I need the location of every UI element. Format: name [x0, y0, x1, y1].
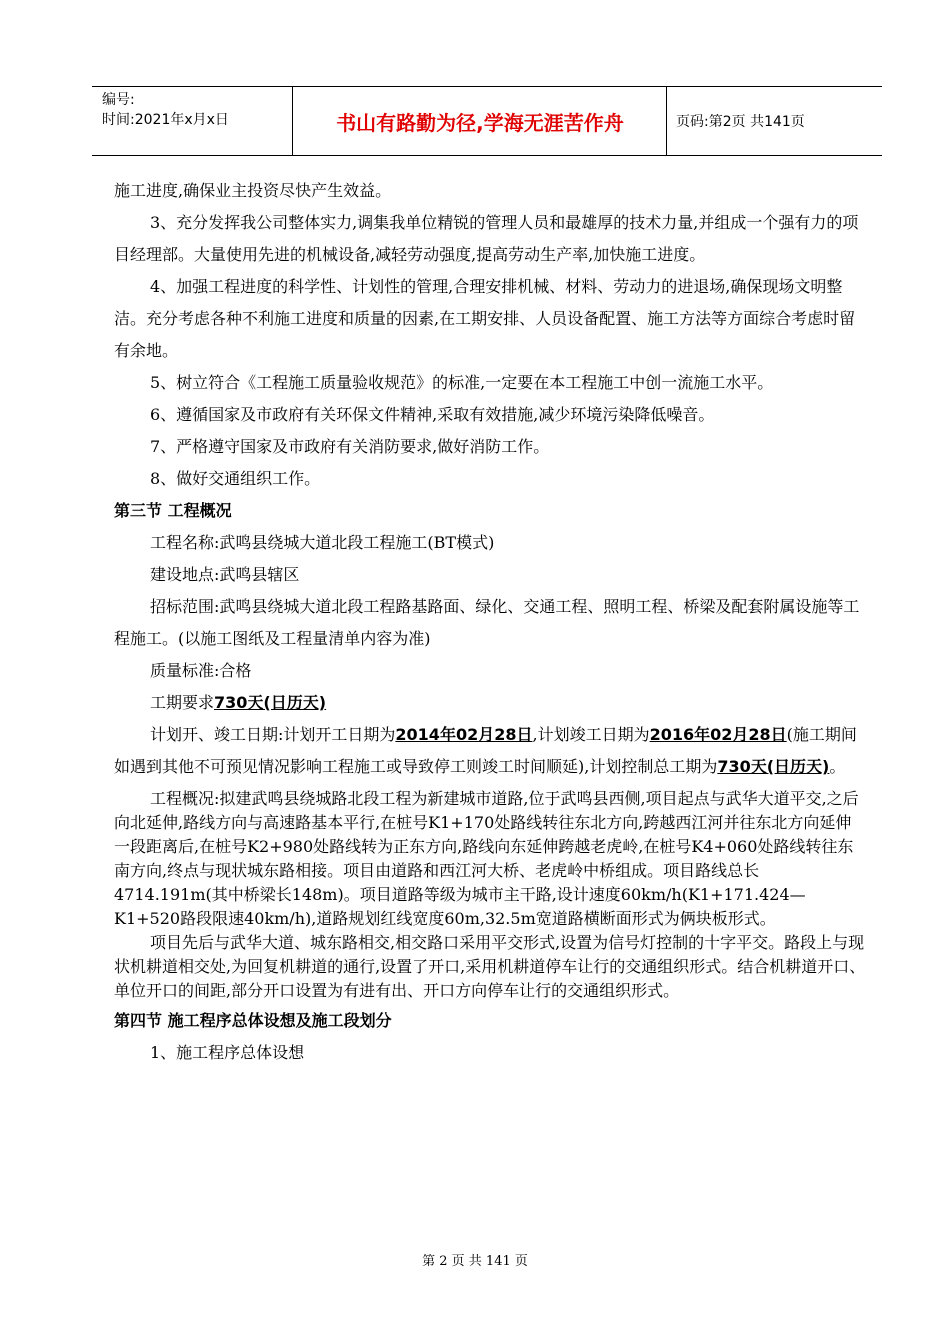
period-requirement	[114, 687, 866, 719]
header-meta	[102, 90, 229, 130]
header-page-number: 页码:第2页 共141页	[676, 114, 805, 130]
page-footer: 第 2 页 共 141 页	[422, 1254, 528, 1269]
page-header	[92, 86, 882, 156]
paragraph: 3、充分发挥我公司整体实力,调集我单位精锐的管理人员和最雄厚的技术力量,并组成一个强有力的项目经理部。大量使用先进的机械设备,减轻劳动强度,提高劳动生产率,加快施工进度。	[114, 213, 859, 264]
paragraph: 5、树立符合《工程施工质量验收规范》的标准,一定要在本工程施工中创一流施工水平。	[150, 373, 774, 392]
total-duration: 730天(日历天)	[717, 757, 830, 776]
list-item: 1、施工程序总体设想	[150, 1043, 305, 1062]
start-date: 2014年02月28日	[395, 725, 533, 744]
period-value: 730天(日历天)	[214, 693, 327, 712]
project-scope: 招标范围:武鸣县绕城大道北段工程路基路面、绿化、交通工程、照明工程、桥梁及配套附属设施等工程施工。(以施工图纸及工程量清单内容为准)	[114, 597, 860, 648]
paragraph: 8、做好交通组织工作。	[150, 469, 321, 488]
paragraph: 施工进度,确保业主投资尽快产生效益。	[114, 181, 392, 200]
header-divider	[292, 87, 293, 155]
end-date: 2016年02月28日	[649, 725, 787, 744]
overview-paragraph: 工程概况:拟建武鸣县绕城路北段工程为新建城市道路,位于武鸣县西侧,项目起点与武华大道平交,之后向北延伸,路线方向与高速路基本平行,在桩号K1+170处路线转往东北方向,跨越西江河并往东北方向延伸一段距离后,在桩号K2+980处路线转为正东方向,路线向东延伸跨越老虎岭,在桩号K4+060处路线转往东南方向,终点与现状城东路相接。项目由道路和西江河大桥、老虎岭中桥组成。项目路线总长4714.191m(其中桥梁长148m)。项目道路等级为城市主干路,设计速度60km/h(K1+171.424—K1+520路段限速40km/h),道路规划红线宽度60m,32.5m宽道路横断面形式为俩块板形式。	[114, 789, 859, 928]
project-name: 工程名称:武鸣县绕城大道北段工程施工(BT模式)	[150, 533, 495, 552]
schedule-text: 计划开、竣工日期:计划开工日期为	[150, 725, 396, 744]
paragraph: 7、严格遵守国家及市政府有关消防要求,做好消防工作。	[150, 437, 550, 456]
document-body	[114, 175, 866, 1069]
quality-standard: 质量标准:合格	[150, 661, 252, 680]
header-time: 时间:2021年x月x日	[102, 112, 229, 128]
schedule-text: 。	[829, 757, 846, 776]
schedule-text: ,计划竣工日期为	[532, 725, 650, 744]
header-number: 编号:	[102, 92, 135, 108]
header-divider	[666, 87, 667, 155]
schedule-paragraph	[114, 719, 866, 783]
project-site: 建设地点:武鸣县辖区	[150, 565, 300, 584]
junction-paragraph: 项目先后与武华大道、城东路相交,相交路口采用平交形式,设置为信号灯控制的十字平交。路段上与现状机耕道相交处,为回复机耕道的通行,设置了开口,采用机耕道停车让行的交通组织形式。结合机耕道开口、单位开口的间距,部分开口设置为有进有出、开口方向停车让行的交通组织形式。	[114, 933, 866, 1000]
paragraph: 4、加强工程进度的科学性、计划性的管理,合理安排机械、材料、劳动力的进退场,确保现场文明整洁。充分考虑各种不利施工进度和质量的因素,在工期安排、人员设备配置、施工方法等方面综合考虑时留有余地。	[114, 277, 856, 360]
period-label: 工期要求	[150, 693, 215, 712]
section-heading: 第三节 工程概况	[114, 501, 232, 520]
schedule-text: (施工期间如遇到其他不可预见情况影响工程施工或导致停工则竣工时间顺延),计划控制总工期为	[114, 725, 857, 776]
section-heading: 第四节 施工程序总体设想及施工段划分	[114, 1011, 392, 1030]
paragraph: 6、遵循国家及市政府有关环保文件精神,采取有效措施,减少环境污染降低噪音。	[150, 405, 715, 424]
header-motto: 书山有路勤为径,学海无涯苦作舟	[336, 110, 624, 135]
